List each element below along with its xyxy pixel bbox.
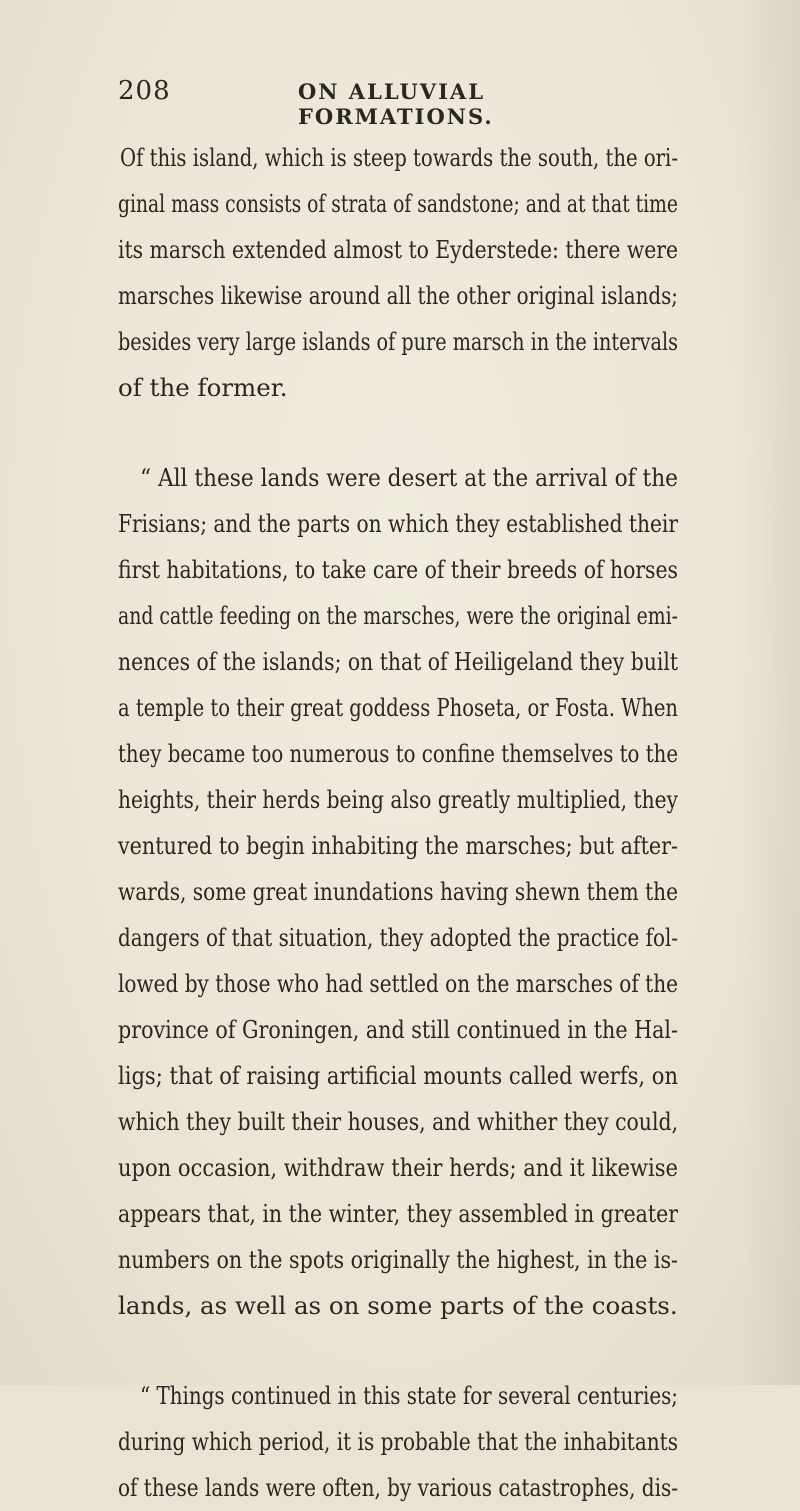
text-line: [0, 1053, 800, 1099]
text-line: [0, 1191, 800, 1237]
line-text: “ All these lands were desert at the arrival of the: [140, 463, 679, 492]
line-text: of these lands were often, by various catastrophes, dis-: [118, 1473, 678, 1502]
text-line: [0, 1007, 800, 1053]
line-text: dangers of that situation, they adopted the practice fol-: [118, 923, 679, 952]
text-line: [0, 501, 800, 547]
text-line: [0, 593, 800, 639]
line-text: lowed by those who had settled on the marsches of the: [118, 969, 678, 998]
line-text: they became too numerous to confine themselves to the: [118, 739, 679, 768]
text-line: [0, 777, 800, 823]
line-text: province of Groningen, and still continued in the Hal-: [118, 1015, 679, 1044]
line-text: its marsch extended almost to Eyderstede: there were: [118, 235, 679, 264]
line-text: “ Things continued in this state for several centuries;: [140, 1381, 678, 1410]
line-text: and cattle feeding on the marsches, were the original emi-: [118, 601, 678, 630]
line-text: ventured to begin inhabiting the marsches; but after-: [118, 831, 679, 860]
line-text: appears that, in the winter, they assembled in greater: [118, 1199, 679, 1228]
line-text: wards, some great inundations having shewn them the: [118, 877, 679, 906]
line-text: Frisians; and the parts on which they established their: [118, 509, 678, 538]
text-line: [0, 639, 800, 685]
text-line: [0, 1465, 800, 1511]
text-line: [0, 823, 800, 869]
line-text: which they built their houses, and whither they could,: [118, 1107, 679, 1136]
line-text: heights, their herds being also greatly multiplied, they: [118, 785, 679, 814]
line-text: numbers on the spots originally the highest, in the is-: [118, 1245, 679, 1274]
text-line: [0, 1145, 800, 1191]
text-line: [0, 1419, 800, 1465]
text-line: [0, 227, 800, 273]
text-line: [0, 1099, 800, 1145]
text-line: [0, 319, 800, 365]
line-text: lands, as well as on some parts of the coasts.: [118, 1291, 678, 1320]
line-text: ligs; that of raising artificial mounts called werfs, on: [118, 1061, 679, 1090]
text-line: [0, 365, 800, 411]
line-text: ginal mass consists of strata of sandstone; and at that time: [118, 189, 678, 218]
line-text: of the former.: [118, 373, 288, 402]
line-text: besides very large islands of pure marsch in the intervals: [118, 327, 679, 356]
text-line: [0, 547, 800, 593]
line-text: marsches likewise around all the other original islands;: [118, 281, 679, 310]
text-line: [0, 1373, 800, 1419]
paragraph-1: [0, 135, 800, 411]
paragraph-3: [0, 1373, 800, 1511]
line-text: a temple to their great goddess Phoseta, or Fosta. When: [118, 693, 679, 722]
text-line: [0, 455, 800, 501]
line-text: upon occasion, withdraw their herds; and it likewise: [118, 1153, 678, 1182]
text-line: [0, 273, 800, 319]
paragraph-2: [0, 455, 800, 1329]
text-line: [0, 961, 800, 1007]
line-text: during which period, it is probable that the inhabitants: [118, 1427, 678, 1456]
line-text: nences of the islands; on that of Heiligeland they built: [118, 647, 678, 676]
line-text: first habitations, to take care of their breeds of horses: [118, 555, 678, 584]
text-line: [0, 869, 800, 915]
line-text: Of this island, which is steep towards the south, the ori-: [120, 143, 678, 172]
text-line: [0, 915, 800, 961]
text-line: [0, 135, 800, 181]
page-header: [118, 76, 678, 129]
text-line: [0, 1283, 800, 1329]
running-head: ON ALLUVIAL FORMATIONS.: [298, 79, 494, 129]
text-line: [0, 1237, 800, 1283]
body-text: [0, 135, 800, 1511]
text-line: [0, 731, 800, 777]
text-line: [0, 685, 800, 731]
page-number: 208: [118, 76, 171, 106]
text-line: [0, 181, 800, 227]
